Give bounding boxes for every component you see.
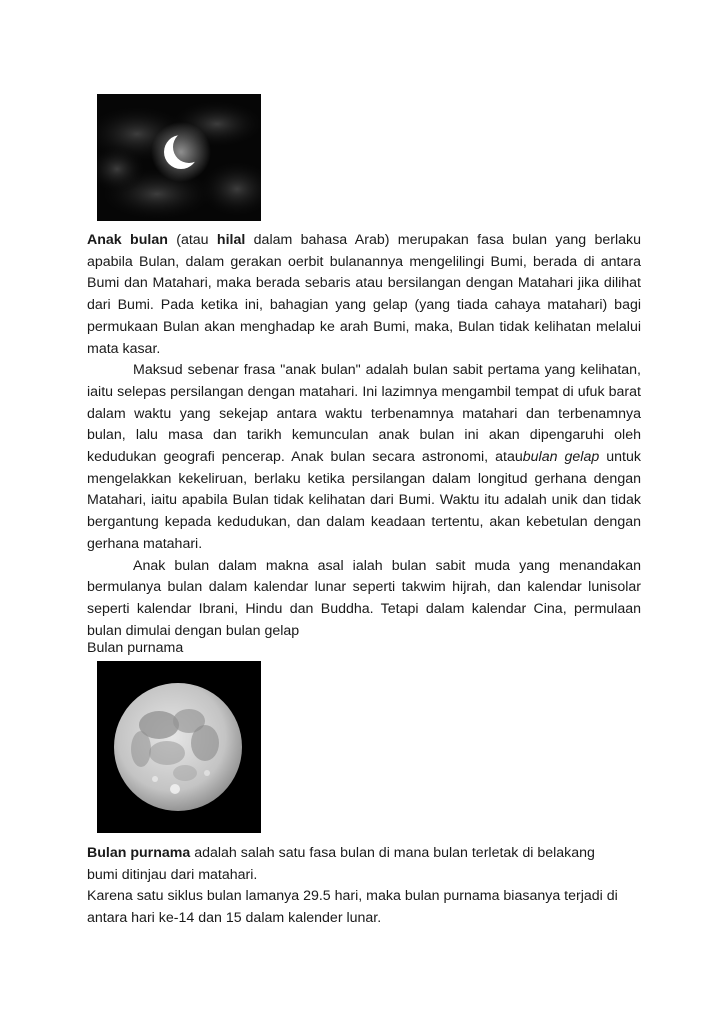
- paragraph-bulan-purnama-1: Bulan purnama adalah salah satu fasa bulan di mana bulan terletak di belakang bumi ditinjau dari matahari.: [87, 845, 595, 883]
- term-anak-bulan: Anak bulan: [87, 232, 168, 248]
- paragraph-anak-bulan-2: Maksud sebenar frasa "anak bulan" adalah bulan sabit pertama yang kelihatan, iaitu selepas persilangan dengan matahari. Ini lazimnya mengambil tempat di ufuk barat dalam waktu yang sekejap antara waktu terbenamnya matahari dan terbenamnya bulan, lalu masa dan tarikh kemunculan anak bulan ini akan dipengaruhi oleh kedudukan geografi pencerap. Anak bulan secara astronomi, ataubulan gelap untuk mengelakkan kekeliruan, berlaku ketika persilangan dalam longitud gerhana dengan Matahari, iaitu apabila Bulan tidak kelihatan dari Bumi. Waktu itu adalah unik dan tidak bergantung kepada kedudukan, dan dalam keadaan tertentu, akan kebetulan dengan gerhana matahari.: [87, 362, 641, 552]
- section-bulan-purnama: [87, 843, 641, 929]
- term-hilal: hilal: [216, 232, 246, 248]
- paragraph-anak-bulan-1: Anak bulan (atau hilal dalam bahasa Arab) merupakan fasa bulan yang berlaku apabila Bulan, dalam gerakan oerbit bulanannya mengelilingi Bumi, berada di antara Bumi dan Matahari, maka berada sebaris atau bersilangan dengan Matahari jika dilihat dari Bumi. Pada ketika ini, bahagian yang gelap (yang tiada cahaya matahari) bagi permukaan Bulan akan menghadap ke arah Bumi, maka, Bulan tidak kelihatan melalui mata kasar.: [87, 232, 641, 357]
- paragraph-anak-bulan-3: Anak bulan dalam makna asal ialah bulan sabit muda yang menandakan bermulanya bulan dalam kalendar lunar seperti takwim hijrah, dan kalendar lunisolar seperti kalendar Ibrani, Hindu dan Buddha. Tetapi dalam kalendar Cina, permulaan bulan dimulai dengan bulan gelap: [87, 557, 641, 639]
- paragraph-bulan-purnama-2: Karena satu siklus bulan lamanya 29.5 hari, maka bulan purnama biasanya terjadi di antara hari ke-14 dan 15 dalam kalender lunar.: [87, 888, 618, 926]
- term-bulan-purnama: Bulan purnama: [87, 845, 191, 861]
- image-caption: Bulan purnama: [87, 640, 184, 656]
- section-anak-bulan: [87, 230, 641, 642]
- crescent-moon-icon: [97, 94, 261, 221]
- full-moon-image: [97, 661, 261, 833]
- crescent-moon-image: [97, 94, 261, 221]
- full-moon-icon: [97, 661, 261, 833]
- term-bulan-gelap: bulan gelap: [522, 449, 600, 466]
